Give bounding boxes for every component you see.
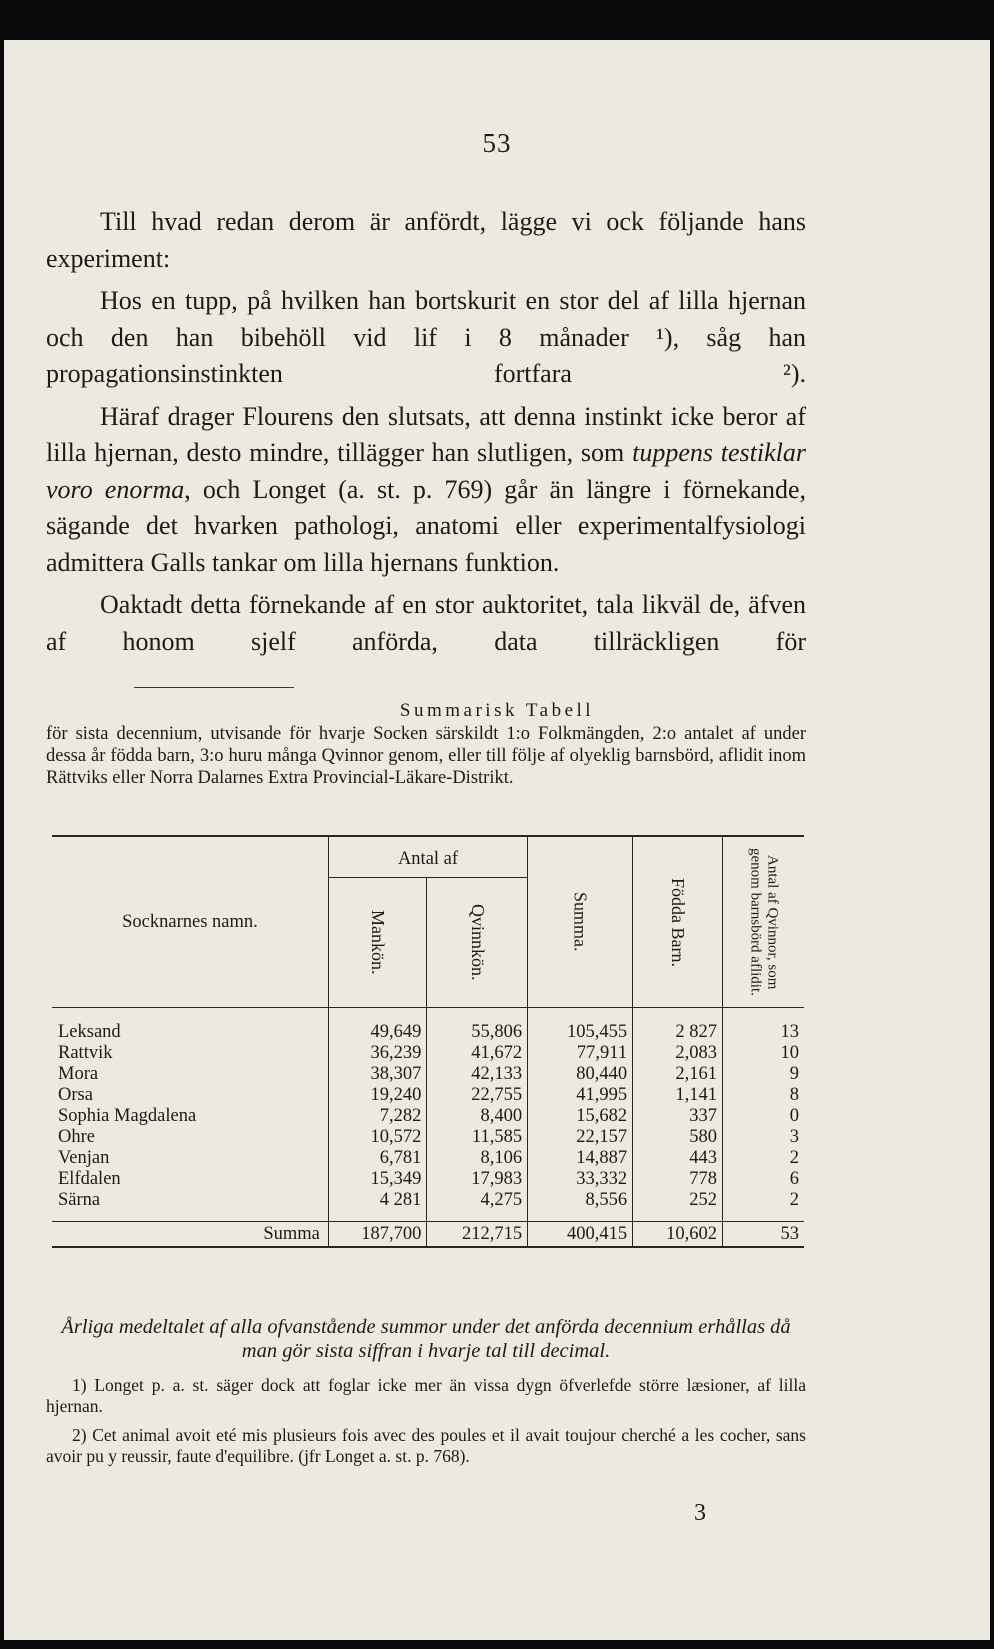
footnotes [46, 1375, 806, 1475]
row-summa: 77,911 [528, 1043, 633, 1064]
row-qvinkon: 22,755 [427, 1085, 528, 1106]
totals-summa: 400,415 [528, 1222, 633, 1248]
table-row [52, 1169, 804, 1190]
row-summa: 105,455 [528, 1008, 633, 1044]
table-note: Årliga medeltalet af alla ofvanstående summor under det anförda decennium erhållas då man gör sista siffran i hvarje tal till decimal. [61, 1316, 791, 1362]
row-fodda: 443 [633, 1148, 723, 1169]
row-mankon: 7,282 [328, 1106, 427, 1127]
footnote-1: 1) Longet p. a. st. säger dock att foglar icke mer än vissa dygn öfverlefde större læsioner, af lilla hjernan. [46, 1375, 806, 1416]
table-row [52, 1148, 804, 1169]
header-fodda [633, 836, 723, 1008]
row-qvinkon: 8,400 [427, 1106, 528, 1127]
row-qvinkon: 41,672 [427, 1043, 528, 1064]
row-qvinnor: 0 [723, 1106, 804, 1127]
row-summa: 41,995 [528, 1085, 633, 1106]
row-fodda: 580 [633, 1127, 723, 1148]
row-name: Ohre [58, 1127, 95, 1147]
row-name: Rattvik [58, 1043, 113, 1063]
row-qvinnor: 3 [723, 1127, 804, 1148]
totals-fodda: 10,602 [633, 1222, 723, 1248]
row-mankon: 4 281 [328, 1190, 427, 1222]
row-qvinnor: 13 [723, 1008, 804, 1044]
totals-label: Summa [52, 1222, 328, 1248]
table-row [52, 1085, 804, 1106]
paragraph-3-italic: tuppens testiklar voro enorma [46, 438, 807, 504]
header-qvinkon [427, 878, 528, 1008]
row-qvinkon: 8,106 [427, 1148, 528, 1169]
header-antal-af: Antal af [328, 836, 527, 878]
row-qvinnor: 2 [723, 1148, 804, 1169]
header-mankon-text: Mankön. [368, 910, 389, 975]
paragraph-4: Oaktadt detta förnekande af en stor auktoritet, tala likväl de, äfven af honom sjelf anförda, data tillräckligen för [46, 590, 806, 656]
row-qvinnor: 9 [723, 1064, 804, 1085]
row-qvinkon: 4,275 [427, 1190, 528, 1222]
row-name: Sophia Magdalena [58, 1106, 197, 1126]
row-fodda: 2,161 [633, 1064, 723, 1085]
row-fodda: 2 827 [633, 1008, 723, 1044]
header-summa [528, 836, 633, 1008]
table-row [52, 1190, 804, 1222]
header-qvinnor-text: Antal af Qvinnor, som genom barnsbörd aflidit. [747, 848, 781, 996]
row-summa: 80,440 [528, 1064, 633, 1085]
row-qvinnor: 6 [723, 1169, 804, 1190]
header-summa-text: Summa. [570, 892, 591, 952]
paragraph-3-start: Häraf drager Flourens den slutsats, att denna instinkt icke beror af lilla hjernan, desto mindre, tillägger han slutligen, som [46, 401, 806, 467]
row-name: Orsa [58, 1085, 93, 1105]
totals-qvinkon: 212,715 [427, 1222, 528, 1248]
row-qvinnor: 10 [723, 1043, 804, 1064]
book-page [4, 40, 990, 1640]
row-qvinkon: 55,806 [427, 1008, 528, 1044]
header-qvinkon-text: Qvinnkön. [467, 904, 488, 981]
table-row [52, 1043, 804, 1064]
row-mankon: 36,239 [328, 1043, 427, 1064]
header-fodda-text: Födda Barn. [668, 877, 689, 967]
row-qvinnor: 8 [723, 1085, 804, 1106]
row-fodda: 337 [633, 1106, 723, 1127]
paragraph-3-end: , och Longet (a. st. p. 769) går än längre i förnekande, sägande det hvarken pathologi, anatomi eller experimentalfysiologi admittera Galls tankar om lilla hjernans funktion. [46, 474, 806, 577]
row-mankon: 38,307 [328, 1064, 427, 1085]
separator-rule [134, 687, 294, 688]
table-row [52, 1106, 804, 1127]
footnote-2: 2) Cet animal avoit eté mis plusieurs fois avec des poules et il avait toujour cherché a les cocher, sans avoir pu y reussir, faute d'equilibre. (jfr Longet a. st. p. 768). [46, 1425, 806, 1466]
row-qvinkon: 42,133 [427, 1064, 528, 1085]
row-summa: 22,157 [528, 1127, 633, 1148]
totals-mankon: 187,700 [328, 1222, 427, 1248]
row-fodda: 778 [633, 1169, 723, 1190]
body-text [46, 132, 806, 660]
signature-mark: 3 [694, 1500, 706, 1526]
paragraph-3 [46, 399, 806, 582]
row-qvinnor: 2 [723, 1190, 804, 1222]
header-mankon [328, 878, 427, 1008]
row-summa: 8,556 [528, 1190, 633, 1222]
row-qvinkon: 17,983 [427, 1169, 528, 1190]
header-name: Socknarnes namn. [52, 836, 328, 1008]
totals-row [52, 1222, 804, 1248]
totals-qvinnor: 53 [723, 1222, 804, 1248]
row-name: Elfdalen [58, 1169, 121, 1189]
row-mankon: 15,349 [328, 1169, 427, 1190]
row-summa: 15,682 [528, 1106, 633, 1127]
paragraph-1: Till hvad redan derom är anfördt, lägge vi ock följande hans experiment: [46, 207, 806, 273]
page-number: 53 [482, 128, 512, 158]
row-name: Särna [58, 1190, 101, 1210]
table-row [52, 1008, 804, 1044]
row-fodda: 2,083 [633, 1043, 723, 1064]
row-summa: 14,887 [528, 1148, 633, 1169]
row-mankon: 10,572 [328, 1127, 427, 1148]
row-fodda: 1,141 [633, 1085, 723, 1106]
table-caption: för sista decennium, utvisande för hvarje Socken särskildt 1:o Folkmängden, 2:o antalet af under dessa år födda barn, 3:o huru många Qvinnor genom, eller till följe af olyeklig barnsbörd, aflidit inom Rättviks eller Norra Dalarnes Extra Provincial-Läkare-Distrikt. [46, 724, 806, 788]
row-mankon: 6,781 [328, 1148, 427, 1169]
row-mankon: 19,240 [328, 1085, 427, 1106]
row-name: Mora [58, 1064, 99, 1084]
row-name: Leksand [58, 1022, 121, 1042]
table-row [52, 1127, 804, 1148]
summary-table [52, 835, 804, 1248]
table-title: Summarisk Tabell [399, 700, 595, 721]
row-mankon: 49,649 [328, 1008, 427, 1044]
paragraph-2: Hos en tupp, på hvilken han bortskurit en stor del af lilla hjernan och den han bibehöll vid lif i 8 månader ¹), såg han propagationsinstinkten fortfara ²). [46, 286, 806, 388]
table-row [52, 1064, 804, 1085]
header-qvinnor [723, 836, 804, 1008]
row-fodda: 252 [633, 1190, 723, 1222]
row-name: Venjan [58, 1148, 110, 1168]
row-summa: 33,332 [528, 1169, 633, 1190]
row-qvinkon: 11,585 [427, 1127, 528, 1148]
